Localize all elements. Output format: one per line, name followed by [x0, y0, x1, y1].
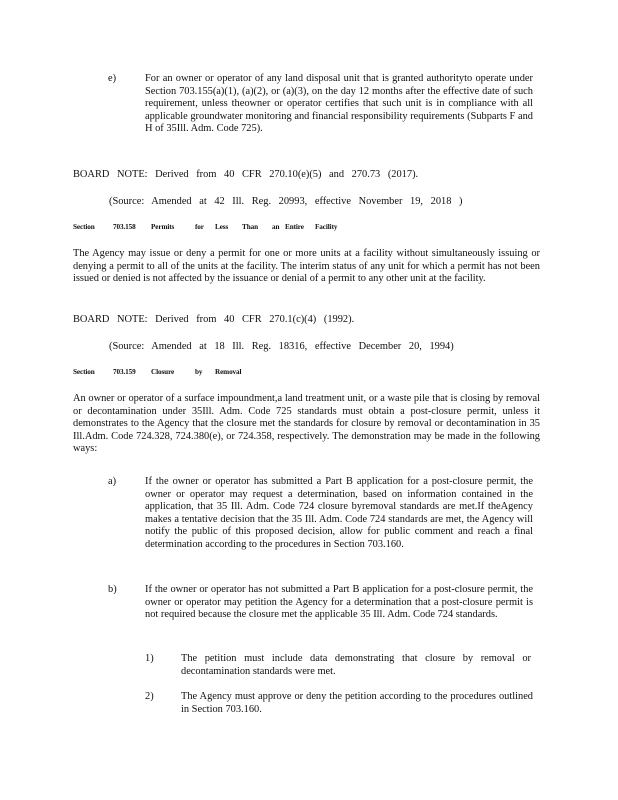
item-b-text: If the owner or operator has not submitted a Part B application for a post-closure permit, the owner or operator may petition the Agency for a determination that a post-closure permit is not required because the closure met the applicable 35 Ill. Adm. Code 724 standards.	[145, 584, 533, 621]
item-e-text: For an owner or operator of any land disposal unit that is granted authorityto operate under Section 703.155(a)(1), (a)(2), or (a)(3), on the day 12 months after the effective date of such requirement, unless theowner or operator certifies that such unit is in compliance with all applicable groundwater monitoring and financial responsibility requirements (Subparts F and H of 35Ill. Adm. Code 725).	[145, 73, 533, 135]
title-word: an	[272, 223, 280, 231]
section-703-158-heading	[73, 223, 337, 232]
source-note-1: (Source: Amended at 42 Ill. Reg. 20993, effective November 19, 2018 )	[109, 196, 463, 207]
section-number: 703.158	[113, 223, 136, 231]
section-number: 703.159	[113, 368, 136, 376]
item-a-label: a)	[108, 476, 117, 487]
item-b2-text: The Agency must approve or deny the petition according to the procedures outlined in Section 703.160.	[181, 691, 533, 715]
title-word: Removal	[215, 368, 242, 376]
title-word: Facility	[315, 223, 338, 231]
source-note-2: (Source: Amended at 18 Ill. Reg. 18316, effective December 20, 1994)	[109, 341, 454, 352]
title-word: Permits	[151, 223, 175, 231]
item-b2-label: 2)	[145, 691, 154, 702]
item-b1-label: 1)	[145, 653, 154, 664]
title-word: Entire	[285, 223, 304, 231]
item-b-label: b)	[108, 584, 117, 595]
board-note-1: BOARD NOTE: Derived from 40 CFR 270.10(e)(5) and 270.73 (2017).	[73, 169, 419, 180]
section-label: Section	[73, 368, 95, 376]
section-703-159-body: An owner or operator of a surface impoundment,a land treatment unit, or a waste pile that is closing by removal or decontamination under 35Ill. Adm. Code 725 standards must obtain a post-closure permit, unless it demonstrates to the Agency that the closure met the standards for closure by removal or decontamination in 35 Ill.Adm. Code 724.328, 724.380(e), or 724.358, respectively. The demonstration may be made in the following ways:	[73, 393, 540, 455]
title-word: for	[195, 223, 204, 231]
title-word: by	[195, 368, 203, 376]
item-a-text: If the owner or operator has submitted a Part B application for a post-closure permit, the owner or operator may request a determination, based on information contained in the application, that 35 Ill. Adm. Code 724 closure byremoval standards are met.If theAgency makes a tentative decision that the 35 Ill. Adm. Code 724 standards are met, the Agency will notify the public of this proposed decision, allow for public comment and reach a final determination according to the procedures in Section 703.160.	[145, 476, 533, 550]
section-703-159-heading	[73, 368, 241, 377]
section-703-158-body: The Agency may issue or deny a permit for one or more units at a facility without simultaneously issuing or denying a permit to all of the units at the facility. The interim status of any unit for which a permit has not been issued or denied is not affected by the issuance or denial of a permit to any other unit at the facility.	[73, 248, 540, 285]
section-label: Section	[73, 223, 95, 231]
title-word: Than	[242, 223, 258, 231]
item-b1-text: The petition must include data demonstrating that closure by removal or decontamination standards were met.	[181, 653, 531, 677]
title-word: Less	[215, 223, 229, 231]
title-word: Closure	[151, 368, 175, 376]
board-note-2: BOARD NOTE: Derived from 40 CFR 270.1(c)(4) (1992).	[73, 314, 355, 325]
item-e-label: e)	[108, 73, 117, 84]
